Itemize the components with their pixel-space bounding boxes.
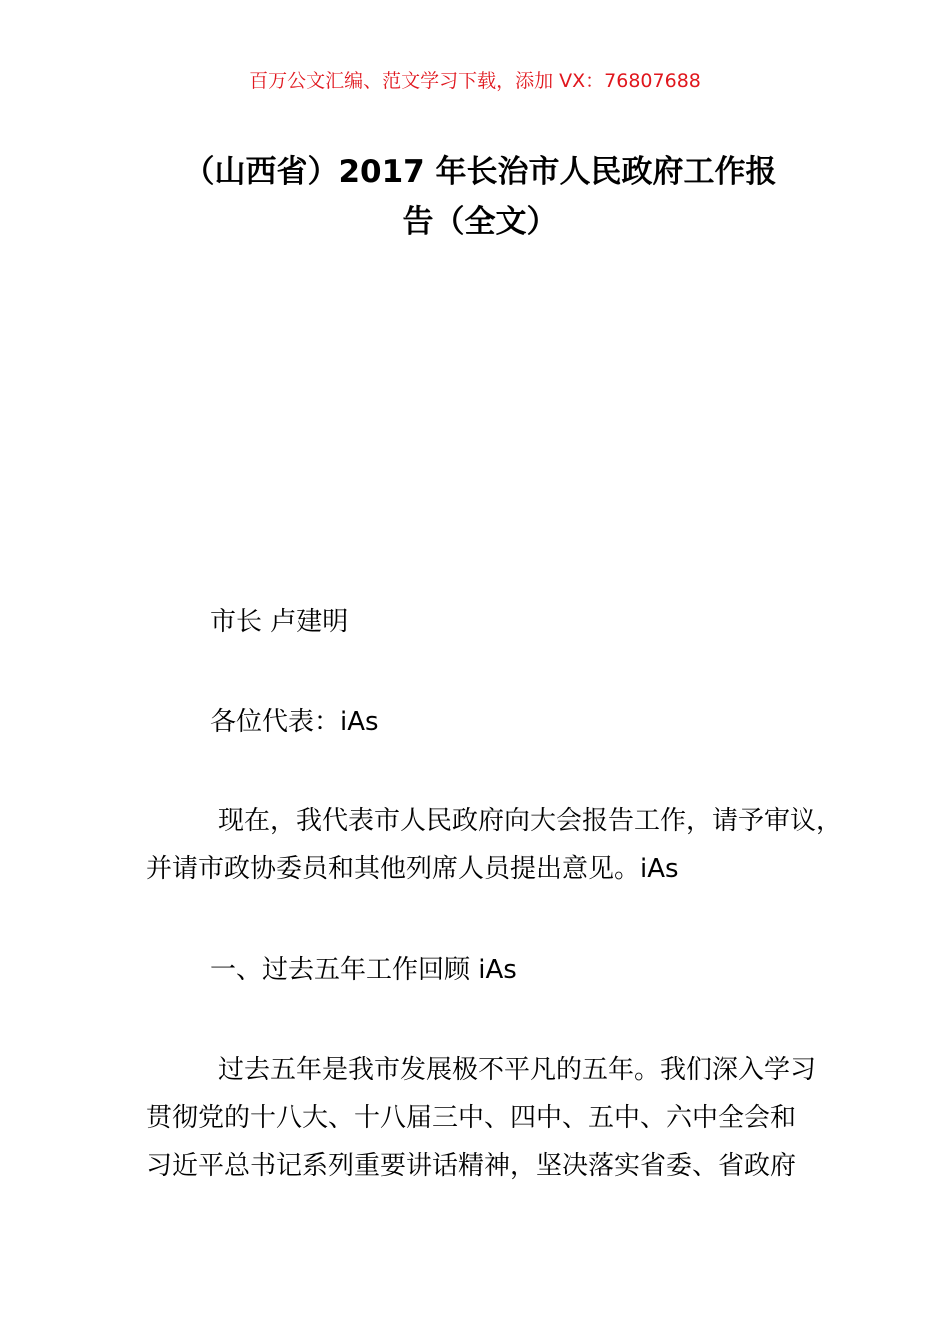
download-banner: 百万公文汇编、范文学习下载，添加 VX：76807688 bbox=[249, 70, 701, 92]
document-title bbox=[140, 147, 820, 247]
intro-line-2: 并请市政协委员和其他列席人员提出意见。iAs bbox=[146, 854, 679, 884]
section-line-3: 习近平总书记系列重要讲话精神，坚决落实省委、省政府 bbox=[146, 1151, 797, 1181]
section-paragraph bbox=[146, 1046, 826, 1190]
author-line: 市长 卢建明 bbox=[210, 607, 349, 637]
section-line-1: 过去五年是我市发展极不平凡的五年。我们深入学习 bbox=[218, 1055, 817, 1085]
salutation: 各位代表：iAs bbox=[210, 707, 379, 737]
section-line-2: 贯彻党的十八大、十八届三中、四中、五中、六中全会和 bbox=[146, 1103, 797, 1133]
intro-line-1: 现在，我代表市人民政府向大会报告工作，请予审议， bbox=[218, 806, 843, 836]
title-line-1: （山西省）2017 年长治市人民政府工作报 bbox=[183, 154, 777, 190]
section-heading: 一、过去五年工作回顾 iAs bbox=[210, 955, 517, 985]
intro-paragraph bbox=[146, 797, 843, 893]
title-line-2: 告（全文） bbox=[402, 204, 558, 240]
